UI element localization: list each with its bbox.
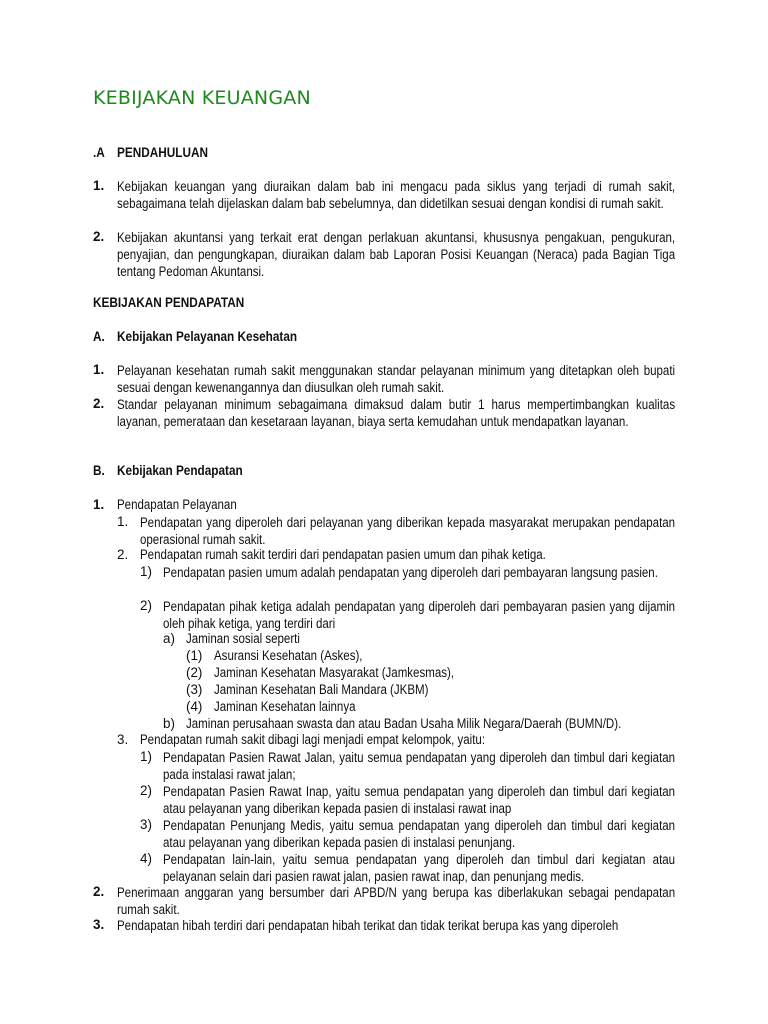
document-title: KEBIJAKAN KEUANGAN [93, 87, 311, 109]
kelompok-1: Pendapatan Pasien Rawat Jalan, yaitu semua pendapatan yang diperoleh dan timbul dari kegiatan pada instalasi rawat jalan; [163, 750, 676, 782]
pendapatan-heading: KEBIJAKAN PENDAPATAN [93, 295, 245, 310]
item-1-2-1: Pendapatan pasien umum adalah pendapatan yang diperoleh dari pembayaran langsung pasien. [163, 565, 658, 580]
jaminan-3-text: Jaminan Kesehatan Bali Mandara (JKBM) [214, 682, 429, 697]
intro-item-2-number: 2. [93, 229, 105, 244]
pelayanan-item-2: Standar pelayanan minimum sebagaimana dimaksud dalam butir 1 harus mempertimbangkan kualitas layanan, pemerataan dan kesetaraan layanan, biaya serta kemudahan untuk mendapatkan layanan. [117, 397, 676, 429]
item-3: Pendapatan hibah terdiri dari pendapatan hibah terikat dan tidak terikat berupa kas yang diperoleh [117, 918, 619, 933]
section-a-heading: PENDAHULUAN [117, 145, 208, 160]
item-a-text: Jaminan sosial seperti [186, 631, 300, 646]
item-1-1-number: 1. [117, 514, 129, 529]
item-3-number: 3. [93, 917, 105, 932]
item-b-text: Jaminan perusahaan swasta dan atau Badan Usaha Milik Negara/Daerah (BUMN/D). [186, 716, 622, 731]
jaminan-3-number: (3) [186, 682, 203, 697]
kelompok-1-number: 1) [140, 749, 152, 764]
sub-a-heading: Kebijakan Pelayanan Kesehatan [117, 329, 298, 344]
kelompok-2-number: 2) [140, 783, 152, 798]
jaminan-1-number: (1) [186, 648, 203, 663]
item-1-number: 1. [93, 497, 105, 512]
pelayanan-item-1-number: 1. [93, 362, 105, 377]
intro-item-1: Kebijakan keuangan yang diuraikan dalam bab ini mengacu pada siklus yang terjadi di rumah sakit, sebagaimana telah dijelaskan dalam bab sebelumnya, dan didetilkan sesuai dengan kondisi di rumah sakit. [117, 179, 676, 211]
item-1-2-2-number: 2) [140, 598, 152, 613]
sub-a-marker: A. [93, 329, 105, 344]
kelompok-3: Pendapatan Penunjang Medis, yaitu semua pendapatan yang diperoleh dan timbul dari kegiatan atau pelayanan yang diberikan kepada pasien di instalasi penunjang. [163, 818, 676, 850]
jaminan-4-text: Jaminan Kesehatan lainnya [214, 699, 356, 714]
pelayanan-item-1: Pelayanan kesehatan rumah sakit menggunakan standar pelayanan minimum yang ditetapkan oleh bupati sesuai dengan kewenangannya dan diusulkan oleh rumah sakit. [117, 363, 676, 395]
item-1-3-number: 3. [117, 732, 129, 747]
item-b-number: b) [163, 716, 175, 731]
kelompok-4: Pendapatan lain-lain, yaitu semua pendapatan yang diperoleh dan timbul dari kegiatan atau pelayanan selain dari pasien rawat jalan, pasien rawat inap, dan penunjang medis. [163, 852, 676, 884]
kelompok-2: Pendapatan Pasien Rawat Inap, yaitu semua pendapatan yang diperoleh dan timbul dari kegiatan atau pelayanan yang diberikan kepada pasien di instalasi rawat inap [163, 784, 676, 816]
sub-b-marker: B. [93, 463, 105, 478]
sub-b-heading: Kebijakan Pendapatan [117, 463, 243, 478]
item-1-2-2: Pendapatan pihak ketiga adalah pendapatan yang diperoleh dari pembayaran pasien yang dijamin oleh pihak ketiga, yang terdiri dari [163, 599, 676, 631]
intro-item-2: Kebijakan akuntansi yang terkait erat dengan perlakuan akuntansi, khususnya pengakuan, pengukuran, penyajian, dan pengungkapan, diuraikan dalam bab Laporan Posisi Keuangan (Neraca) pada Bagian Tiga tentang Pedoman Akuntansi. [117, 230, 676, 279]
item-1-text: Pendapatan Pelayanan [117, 497, 237, 512]
item-1-1: Pendapatan yang diperoleh dari pelayanan yang diberikan kepada masyarakat merupakan pendapatan operasional rumah sakit. [140, 515, 676, 547]
jaminan-2-text: Jaminan Kesehatan Masyarakat (Jamkesmas), [214, 665, 455, 680]
item-2: Penerimaan anggaran yang bersumber dari APBD/N yang berupa kas diberlakukan sebagai pendapatan rumah sakit. [117, 885, 676, 917]
item-1-2-text: Pendapatan rumah sakit terdiri dari pendapatan pasien umum dan pihak ketiga. [140, 547, 546, 562]
item-1-3-text: Pendapatan rumah sakit dibagi lagi menjadi empat kelompok, yaitu: [140, 732, 486, 747]
kelompok-4-number: 4) [140, 851, 152, 866]
item-a-number: a) [163, 631, 175, 646]
jaminan-2-number: (2) [186, 665, 203, 680]
jaminan-1-text: Asuransi Kesehatan (Askes), [214, 648, 363, 663]
item-1-2-1-number: 1) [140, 564, 152, 579]
section-a-marker: .A [93, 145, 105, 160]
item-2-number: 2. [93, 884, 105, 899]
item-1-2-number: 2. [117, 547, 129, 562]
intro-item-1-number: 1. [93, 178, 105, 193]
pelayanan-item-2-number: 2. [93, 396, 105, 411]
kelompok-3-number: 3) [140, 817, 152, 832]
jaminan-4-number: (4) [186, 699, 203, 714]
